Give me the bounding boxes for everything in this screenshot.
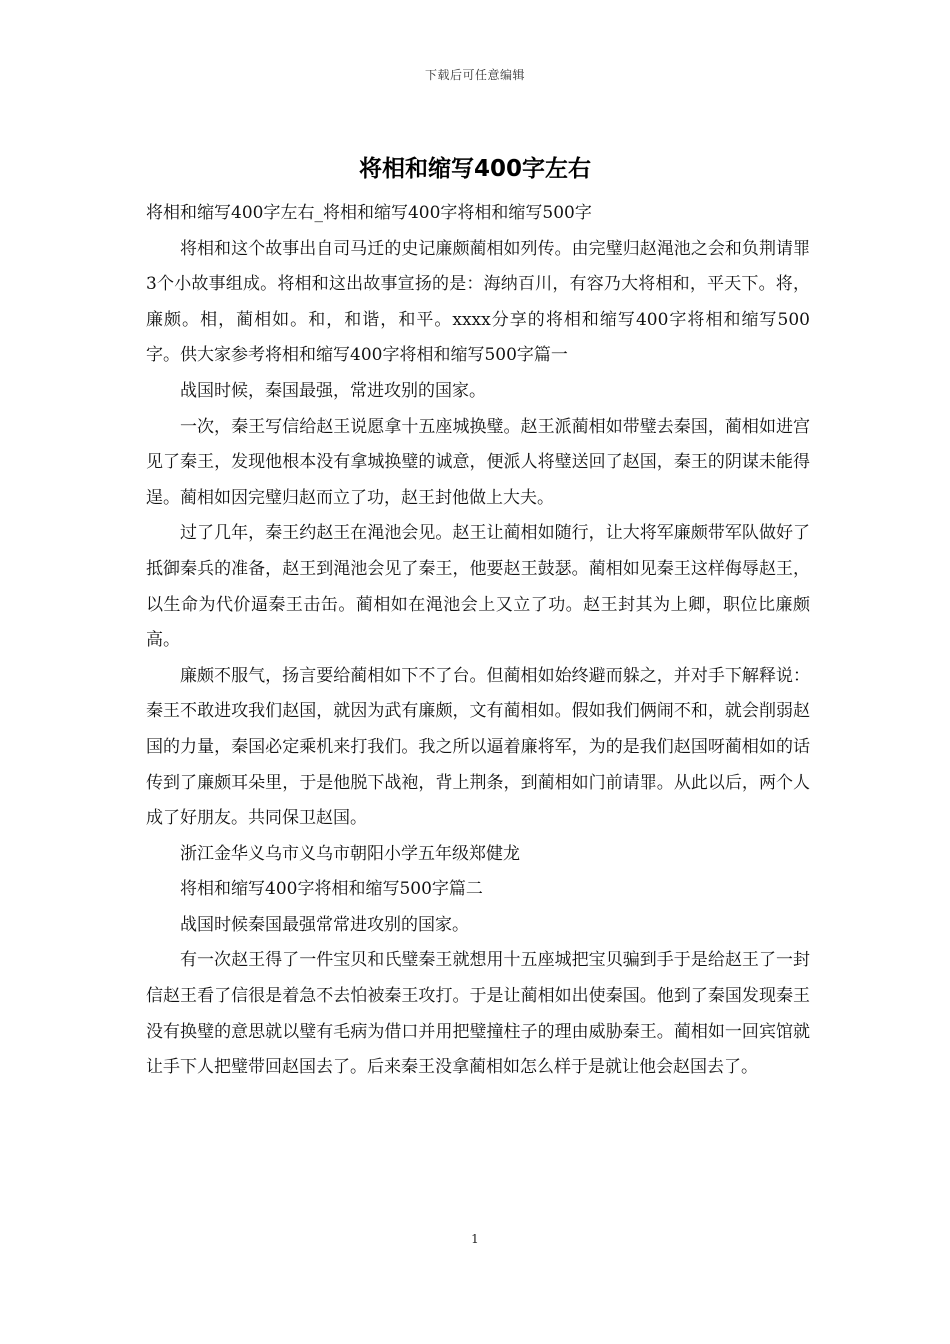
paragraph-author: 浙江金华义乌市义乌市朝阳小学五年级郑健龙 <box>180 843 520 864</box>
paragraph-subtitle: 将相和缩写400字左右_将相和缩写400字将相和缩写500字 <box>146 203 592 223</box>
document-title: 将相和缩写400字左右 <box>358 156 591 182</box>
paragraph: 战国时候，秦国最强，常进攻别的国家。 <box>180 380 486 401</box>
paragraph-section-heading: 将相和缩写400字将相和缩写500字篇二 <box>180 879 483 900</box>
document-body <box>146 196 810 1086</box>
paragraph: 有一次赵王得了一件宝贝和氏璧秦王就想用十五座城把宝贝骗到手于是给赵王了一封信赵王看了信很是着急不去怕被秦王攻打。于是让蔺相如出使秦国。他到了秦国发现秦王没有换璧的意思就以璧有毛病为借口并用把璧撞柱子的理由威胁秦王。蔺相如一回宾馆就让手下人把璧带回赵国去了。后来秦王没拿蔺相如怎么样于是就让他会赵国去了。 <box>146 950 810 1078</box>
paragraph-intro: 将相和这个故事出自司马迁的史记廉颇蔺相如列传。由完璧归赵渑池之会和负荆请罪3个小故事组成。将相和这出故事宣扬的是：海纳百川，有容乃大将相和，平天下。将，廉颇。相，蔺相如。和，和谐，和平。xxxx分享的将相和缩写400字将相和缩写500字。供大家参考将相和缩写400字将相和缩写500字篇一 <box>146 238 810 366</box>
paragraph: 过了几年，秦王约赵王在渑池会见。赵王让蔺相如随行，让大将军廉颇带军队做好了抵御秦兵的准备，赵王到渑池会见了秦王，他要赵王鼓瑟。蔺相如见秦王这样侮辱赵王，以生命为代价逼秦王击缶。蔺相如在渑池会上又立了功。赵王封其为上卿，职位比廉颇高。 <box>146 523 810 651</box>
paragraph: 廉颇不服气，扬言要给蔺相如下不了台。但蔺相如始终避而躲之，并对手下解释说：秦王不敢进攻我们赵国，就因为武有廉颇，文有蔺相如。假如我们俩闹不和，就会削弱赵国的力量，秦国必定乘机来打我们。我之所以逼着廉将军，为的是我们赵国呀蔺相如的话传到了廉颇耳朵里，于是他脱下战袍，背上荆条，到蔺相如门前请罪。从此以后，两个人成了好朋友。共同保卫赵国。 <box>146 665 810 829</box>
paragraph: 战国时候秦国最强常常进攻别的国家。 <box>180 914 469 935</box>
page-number: 1 <box>471 1232 479 1246</box>
page-header: 下载后可任意编辑 <box>424 68 525 82</box>
paragraph: 一次，秦王写信给赵王说愿拿十五座城换璧。赵王派蔺相如带璧去秦国，蔺相如进宫见了秦王，发现他根本没有拿城换璧的诚意，便派人将璧送回了赵国，秦王的阴谋未能得逞。蔺相如因完璧归赵而立了功，赵王封他做上大夫。 <box>146 416 810 508</box>
